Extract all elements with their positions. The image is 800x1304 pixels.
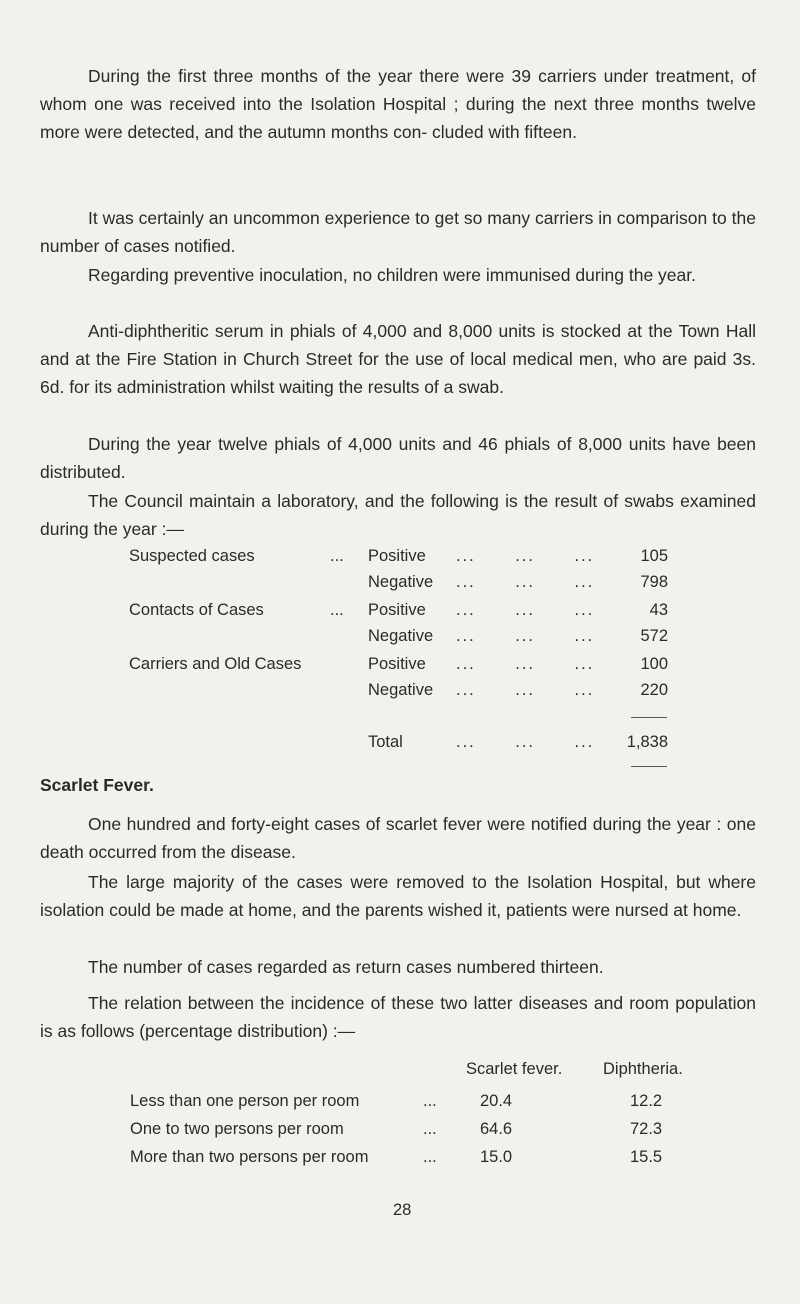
column-header-diphtheria: Diphtheria. [603,1060,683,1078]
swab-value: 798 [640,573,668,591]
section-heading-scarlet-fever: Scarlet Fever. [40,775,154,795]
total-rule-top [631,717,667,718]
total-rule-bottom [631,766,667,767]
row-label: Less than one person per room [130,1092,360,1110]
total-value: 1,838 [626,733,668,751]
swab-result: Negative [368,681,434,699]
swab-result: Positive [368,547,426,565]
table-row: More than two persons per room ... 15.0 15.5 [130,1148,663,1166]
table-row: Negative ... ... ... 572 [368,627,668,645]
table-row: Negative ... ... ... 220 [368,681,668,699]
paragraph-room-population: The relation between the incidence of these two latter diseases and room population is as follows (percentage distribution) :— [40,993,756,1041]
paragraph-return-cases: The number of cases regarded as return cases numbered thirteen. [88,957,604,977]
paragraph-uncommon: It was certainly an uncommon experience to get so many carriers in comparison to the number of cases notified. [40,208,756,256]
swab-value: 43 [649,601,668,619]
swab-category: Contacts of Cases [129,601,264,619]
total-row: Total ... ... ... 1,838 [368,733,668,751]
swab-result: Positive [368,601,426,619]
swab-category: Suspected cases [129,547,255,565]
paragraph-serum: Anti-diphtheritic serum in phials of 4,000 and 8,000 units is stocked at the Town Hall and at the Fire Station in Church Street for the use of local medical men, who are paid 3s. 6d. for its administration whilst waiting the results of a swab. [40,321,756,397]
scarlet-value: 20.4 [480,1092,513,1110]
table-row: Suspected cases ... Positive ... ... ... 105 [129,547,668,565]
diphtheria-value: 12.2 [630,1092,663,1110]
total-label: Total [368,733,403,751]
paragraph-scarlet-notified: One hundred and forty-eight cases of scarlet fever were notified during the year : one death occurred from the disease. [40,814,756,862]
row-label: More than two persons per room [130,1148,369,1166]
row-label: One to two persons per room [130,1120,344,1138]
swab-value: 100 [640,655,668,673]
paragraph-carriers: During the first three months of the year there were 39 carriers under treatment, of whom one was received into the Isolation Hospital ; during the next three months twelve more were detected, and the autumn months con- cluded with fifteen. [40,66,756,142]
scarlet-value: 15.0 [480,1148,513,1166]
scarlet-value: 64.6 [480,1120,513,1138]
column-header-scarlet-fever: Scarlet fever. [466,1060,563,1078]
swab-category: Carriers and Old Cases [129,655,302,673]
table-row: Negative ... ... ... 798 [368,573,668,591]
table-row: Contacts of Cases ... Positive ... ... ... 43 [129,601,668,619]
swab-value: 220 [640,681,668,699]
swab-value: 105 [640,547,668,565]
paragraph-inoculation: Regarding preventive inoculation, no children were immunised during the year. [88,265,696,285]
paragraph-scarlet-isolation: The large majority of the cases were removed to the Isolation Hospital, but where isolation could be made at home, and the parents wished it, patients were nursed at home. [40,872,756,920]
table-row: One to two persons per room ... 64.6 72.3 [130,1120,663,1138]
paragraph-laboratory: The Council maintain a laboratory, and the following is the result of swabs examined during the year :— [40,491,756,539]
paragraph-phials: During the year twelve phials of 4,000 units and 46 phials of 8,000 units have been distributed. [40,434,756,482]
swab-result: Negative [368,573,434,591]
diphtheria-value: 72.3 [630,1120,663,1138]
swab-value: 572 [640,627,668,645]
page-number: 28 [393,1201,412,1219]
table-row: Carriers and Old Cases Positive ... ... ... 100 [129,655,668,673]
swab-result: Negative [368,627,434,645]
table-row: Less than one person per room ... 20.4 12.2 [130,1092,663,1110]
diphtheria-value: 15.5 [630,1148,663,1166]
swab-result: Positive [368,655,426,673]
